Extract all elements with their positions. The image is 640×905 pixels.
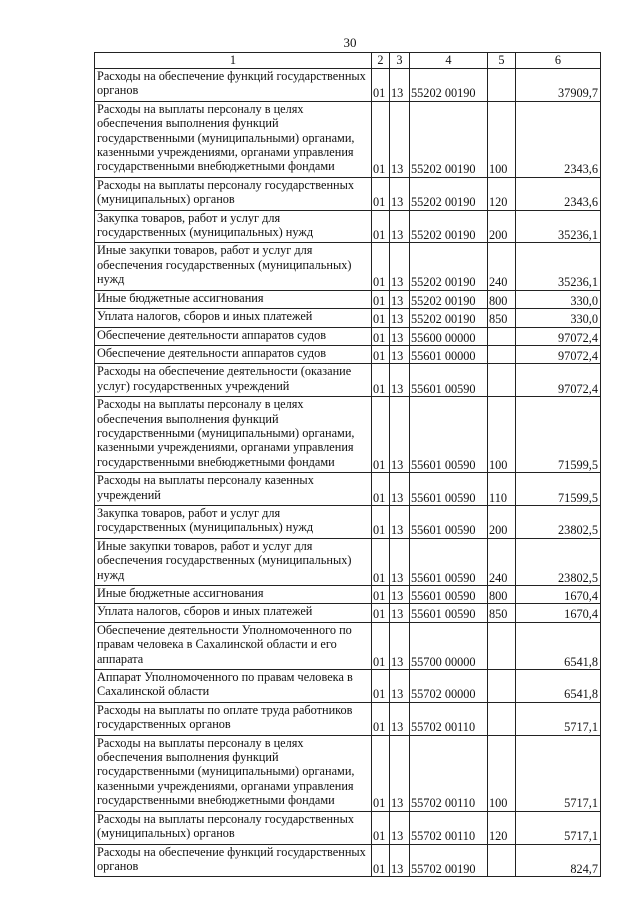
header-col-3: 3 bbox=[390, 53, 410, 69]
row-amount: 6541,8 bbox=[516, 670, 601, 703]
row-expense-type bbox=[488, 69, 516, 102]
row-amount: 5717,1 bbox=[516, 702, 601, 735]
table-row bbox=[95, 702, 601, 735]
row-subsection: 13 bbox=[390, 473, 410, 506]
row-amount: 23802,5 bbox=[516, 538, 601, 585]
table-row bbox=[95, 586, 601, 604]
row-name: Обеспечение деятельности аппаратов судов bbox=[95, 345, 372, 363]
table-row bbox=[95, 101, 601, 177]
row-target-article: 55702 00190 bbox=[410, 844, 488, 877]
table-row bbox=[95, 505, 601, 538]
row-name: Закупка товаров, работ и услуг для государственных (муниципальных) нужд bbox=[95, 210, 372, 243]
row-subsection: 13 bbox=[390, 397, 410, 473]
row-expense-type: 240 bbox=[488, 538, 516, 585]
row-name: Расходы на обеспечение функций государственных органов bbox=[95, 844, 372, 877]
row-target-article: 55202 00190 bbox=[410, 177, 488, 210]
row-subsection: 13 bbox=[390, 702, 410, 735]
row-amount: 35236,1 bbox=[516, 210, 601, 243]
row-amount: 71599,5 bbox=[516, 397, 601, 473]
row-expense-type bbox=[488, 345, 516, 363]
row-section: 01 bbox=[372, 811, 390, 844]
row-amount: 97072,4 bbox=[516, 327, 601, 345]
row-section: 01 bbox=[372, 309, 390, 327]
row-subsection: 13 bbox=[390, 290, 410, 308]
row-amount: 6541,8 bbox=[516, 622, 601, 669]
row-subsection: 13 bbox=[390, 505, 410, 538]
row-subsection: 13 bbox=[390, 735, 410, 811]
row-subsection: 13 bbox=[390, 604, 410, 622]
row-section: 01 bbox=[372, 735, 390, 811]
row-amount: 2343,6 bbox=[516, 101, 601, 177]
row-expense-type: 120 bbox=[488, 811, 516, 844]
row-subsection: 13 bbox=[390, 309, 410, 327]
row-section: 01 bbox=[372, 101, 390, 177]
table-row bbox=[95, 538, 601, 585]
row-expense-type: 850 bbox=[488, 309, 516, 327]
row-target-article: 55202 00190 bbox=[410, 309, 488, 327]
row-amount: 330,0 bbox=[516, 290, 601, 308]
row-expense-type: 800 bbox=[488, 290, 516, 308]
row-section: 01 bbox=[372, 345, 390, 363]
table-row bbox=[95, 69, 601, 102]
row-expense-type: 200 bbox=[488, 505, 516, 538]
row-expense-type bbox=[488, 622, 516, 669]
row-target-article: 55702 00000 bbox=[410, 670, 488, 703]
row-expense-type: 100 bbox=[488, 101, 516, 177]
row-subsection: 13 bbox=[390, 811, 410, 844]
row-section: 01 bbox=[372, 505, 390, 538]
row-section: 01 bbox=[372, 177, 390, 210]
row-name: Аппарат Уполномоченного по правам человека в Сахалинской области bbox=[95, 670, 372, 703]
row-section: 01 bbox=[372, 327, 390, 345]
row-target-article: 55202 00190 bbox=[410, 101, 488, 177]
table-row bbox=[95, 345, 601, 363]
table-row bbox=[95, 243, 601, 290]
row-subsection: 13 bbox=[390, 69, 410, 102]
table-row bbox=[95, 811, 601, 844]
row-subsection: 13 bbox=[390, 844, 410, 877]
row-amount: 97072,4 bbox=[516, 345, 601, 363]
row-expense-type: 240 bbox=[488, 243, 516, 290]
row-name: Расходы на выплаты персоналу казенных учреждений bbox=[95, 473, 372, 506]
row-expense-type bbox=[488, 327, 516, 345]
row-expense-type bbox=[488, 364, 516, 397]
row-subsection: 13 bbox=[390, 327, 410, 345]
row-expense-type: 100 bbox=[488, 735, 516, 811]
row-target-article: 55202 00190 bbox=[410, 210, 488, 243]
row-amount: 5717,1 bbox=[516, 811, 601, 844]
row-expense-type: 100 bbox=[488, 397, 516, 473]
row-name: Иные закупки товаров, работ и услуг для обеспечения государственных (муниципальных) нужд bbox=[95, 243, 372, 290]
row-amount: 97072,4 bbox=[516, 364, 601, 397]
row-section: 01 bbox=[372, 243, 390, 290]
table-row bbox=[95, 473, 601, 506]
row-name: Расходы на выплаты персоналу государственных (муниципальных) органов bbox=[95, 177, 372, 210]
table-row bbox=[95, 735, 601, 811]
row-subsection: 13 bbox=[390, 177, 410, 210]
row-subsection: 13 bbox=[390, 345, 410, 363]
row-target-article: 55601 00590 bbox=[410, 397, 488, 473]
row-name: Уплата налогов, сборов и иных платежей bbox=[95, 604, 372, 622]
table-row bbox=[95, 397, 601, 473]
row-expense-type: 120 bbox=[488, 177, 516, 210]
row-section: 01 bbox=[372, 210, 390, 243]
row-target-article: 55700 00000 bbox=[410, 622, 488, 669]
table-row bbox=[95, 364, 601, 397]
row-name: Расходы на выплаты персоналу в целях обеспечения выполнения функций государственными (муниципальными) органами, казенными учреждениями, органами управления государственными внебюджетными фондами bbox=[95, 735, 372, 811]
row-amount: 37909,7 bbox=[516, 69, 601, 102]
row-subsection: 13 bbox=[390, 364, 410, 397]
row-target-article: 55601 00590 bbox=[410, 505, 488, 538]
row-section: 01 bbox=[372, 670, 390, 703]
row-name: Расходы на выплаты персоналу государственных (муниципальных) органов bbox=[95, 811, 372, 844]
table-row bbox=[95, 290, 601, 308]
row-name: Иные бюджетные ассигнования bbox=[95, 290, 372, 308]
row-amount: 1670,4 bbox=[516, 586, 601, 604]
table-row bbox=[95, 177, 601, 210]
row-name: Расходы на обеспечение функций государственных органов bbox=[95, 69, 372, 102]
row-amount: 5717,1 bbox=[516, 735, 601, 811]
row-name: Обеспечение деятельности Уполномоченного по правам человека в Сахалинской области и его аппарата bbox=[95, 622, 372, 669]
row-subsection: 13 bbox=[390, 210, 410, 243]
header-row bbox=[95, 53, 601, 69]
page-number: 30 bbox=[343, 35, 357, 50]
row-name: Расходы на обеспечение деятельности (оказание услуг) государственных учреждений bbox=[95, 364, 372, 397]
row-target-article: 55601 00000 bbox=[410, 345, 488, 363]
row-target-article: 55601 00590 bbox=[410, 364, 488, 397]
table-row bbox=[95, 670, 601, 703]
row-section: 01 bbox=[372, 538, 390, 585]
row-section: 01 bbox=[372, 622, 390, 669]
row-name: Расходы на выплаты по оплате труда работников государственных органов bbox=[95, 702, 372, 735]
row-expense-type bbox=[488, 670, 516, 703]
table-row bbox=[95, 327, 601, 345]
row-section: 01 bbox=[372, 702, 390, 735]
table-row bbox=[95, 844, 601, 877]
row-expense-type: 200 bbox=[488, 210, 516, 243]
budget-table bbox=[94, 52, 601, 877]
row-amount: 1670,4 bbox=[516, 604, 601, 622]
row-expense-type: 110 bbox=[488, 473, 516, 506]
row-subsection: 13 bbox=[390, 670, 410, 703]
row-amount: 824,7 bbox=[516, 844, 601, 877]
header-col-1: 1 bbox=[95, 53, 372, 69]
header-col-2: 2 bbox=[372, 53, 390, 69]
row-amount: 23802,5 bbox=[516, 505, 601, 538]
table-body bbox=[95, 69, 601, 877]
row-section: 01 bbox=[372, 364, 390, 397]
table-row bbox=[95, 210, 601, 243]
header-col-4: 4 bbox=[410, 53, 488, 69]
row-name: Уплата налогов, сборов и иных платежей bbox=[95, 309, 372, 327]
row-section: 01 bbox=[372, 69, 390, 102]
row-target-article: 55702 00110 bbox=[410, 735, 488, 811]
row-section: 01 bbox=[372, 844, 390, 877]
row-section: 01 bbox=[372, 586, 390, 604]
row-amount: 330,0 bbox=[516, 309, 601, 327]
header-col-5: 5 bbox=[488, 53, 516, 69]
row-target-article: 55702 00110 bbox=[410, 811, 488, 844]
row-section: 01 bbox=[372, 397, 390, 473]
row-name: Обеспечение деятельности аппаратов судов bbox=[95, 327, 372, 345]
row-amount: 2343,6 bbox=[516, 177, 601, 210]
row-subsection: 13 bbox=[390, 101, 410, 177]
row-expense-type bbox=[488, 702, 516, 735]
table-header bbox=[95, 53, 601, 69]
row-amount: 71599,5 bbox=[516, 473, 601, 506]
row-name: Расходы на выплаты персоналу в целях обеспечения выполнения функций государственными (муниципальными) органами, казенными учреждениями, органами управления государственными внебюджетными фондами bbox=[95, 397, 372, 473]
row-expense-type: 850 bbox=[488, 604, 516, 622]
table-row bbox=[95, 309, 601, 327]
table-row bbox=[95, 604, 601, 622]
row-target-article: 55601 00590 bbox=[410, 604, 488, 622]
row-target-article: 55600 00000 bbox=[410, 327, 488, 345]
row-target-article: 55702 00110 bbox=[410, 702, 488, 735]
row-section: 01 bbox=[372, 604, 390, 622]
row-amount: 35236,1 bbox=[516, 243, 601, 290]
row-target-article: 55601 00590 bbox=[410, 538, 488, 585]
row-target-article: 55202 00190 bbox=[410, 69, 488, 102]
row-target-article: 55601 00590 bbox=[410, 473, 488, 506]
row-target-article: 55202 00190 bbox=[410, 243, 488, 290]
row-name: Закупка товаров, работ и услуг для государственных (муниципальных) нужд bbox=[95, 505, 372, 538]
row-expense-type bbox=[488, 844, 516, 877]
row-subsection: 13 bbox=[390, 243, 410, 290]
row-section: 01 bbox=[372, 290, 390, 308]
header-col-6: 6 bbox=[516, 53, 601, 69]
row-name: Расходы на выплаты персоналу в целях обеспечения выполнения функций государственными (муниципальными) органами, казенными учреждениями, органами управления государственными внебюджетными фондами bbox=[95, 101, 372, 177]
row-subsection: 13 bbox=[390, 586, 410, 604]
table-row bbox=[95, 622, 601, 669]
row-name: Иные закупки товаров, работ и услуг для обеспечения государственных (муниципальных) нужд bbox=[95, 538, 372, 585]
row-target-article: 55601 00590 bbox=[410, 586, 488, 604]
row-subsection: 13 bbox=[390, 538, 410, 585]
row-target-article: 55202 00190 bbox=[410, 290, 488, 308]
row-name: Иные бюджетные ассигнования bbox=[95, 586, 372, 604]
row-expense-type: 800 bbox=[488, 586, 516, 604]
row-section: 01 bbox=[372, 473, 390, 506]
row-subsection: 13 bbox=[390, 622, 410, 669]
